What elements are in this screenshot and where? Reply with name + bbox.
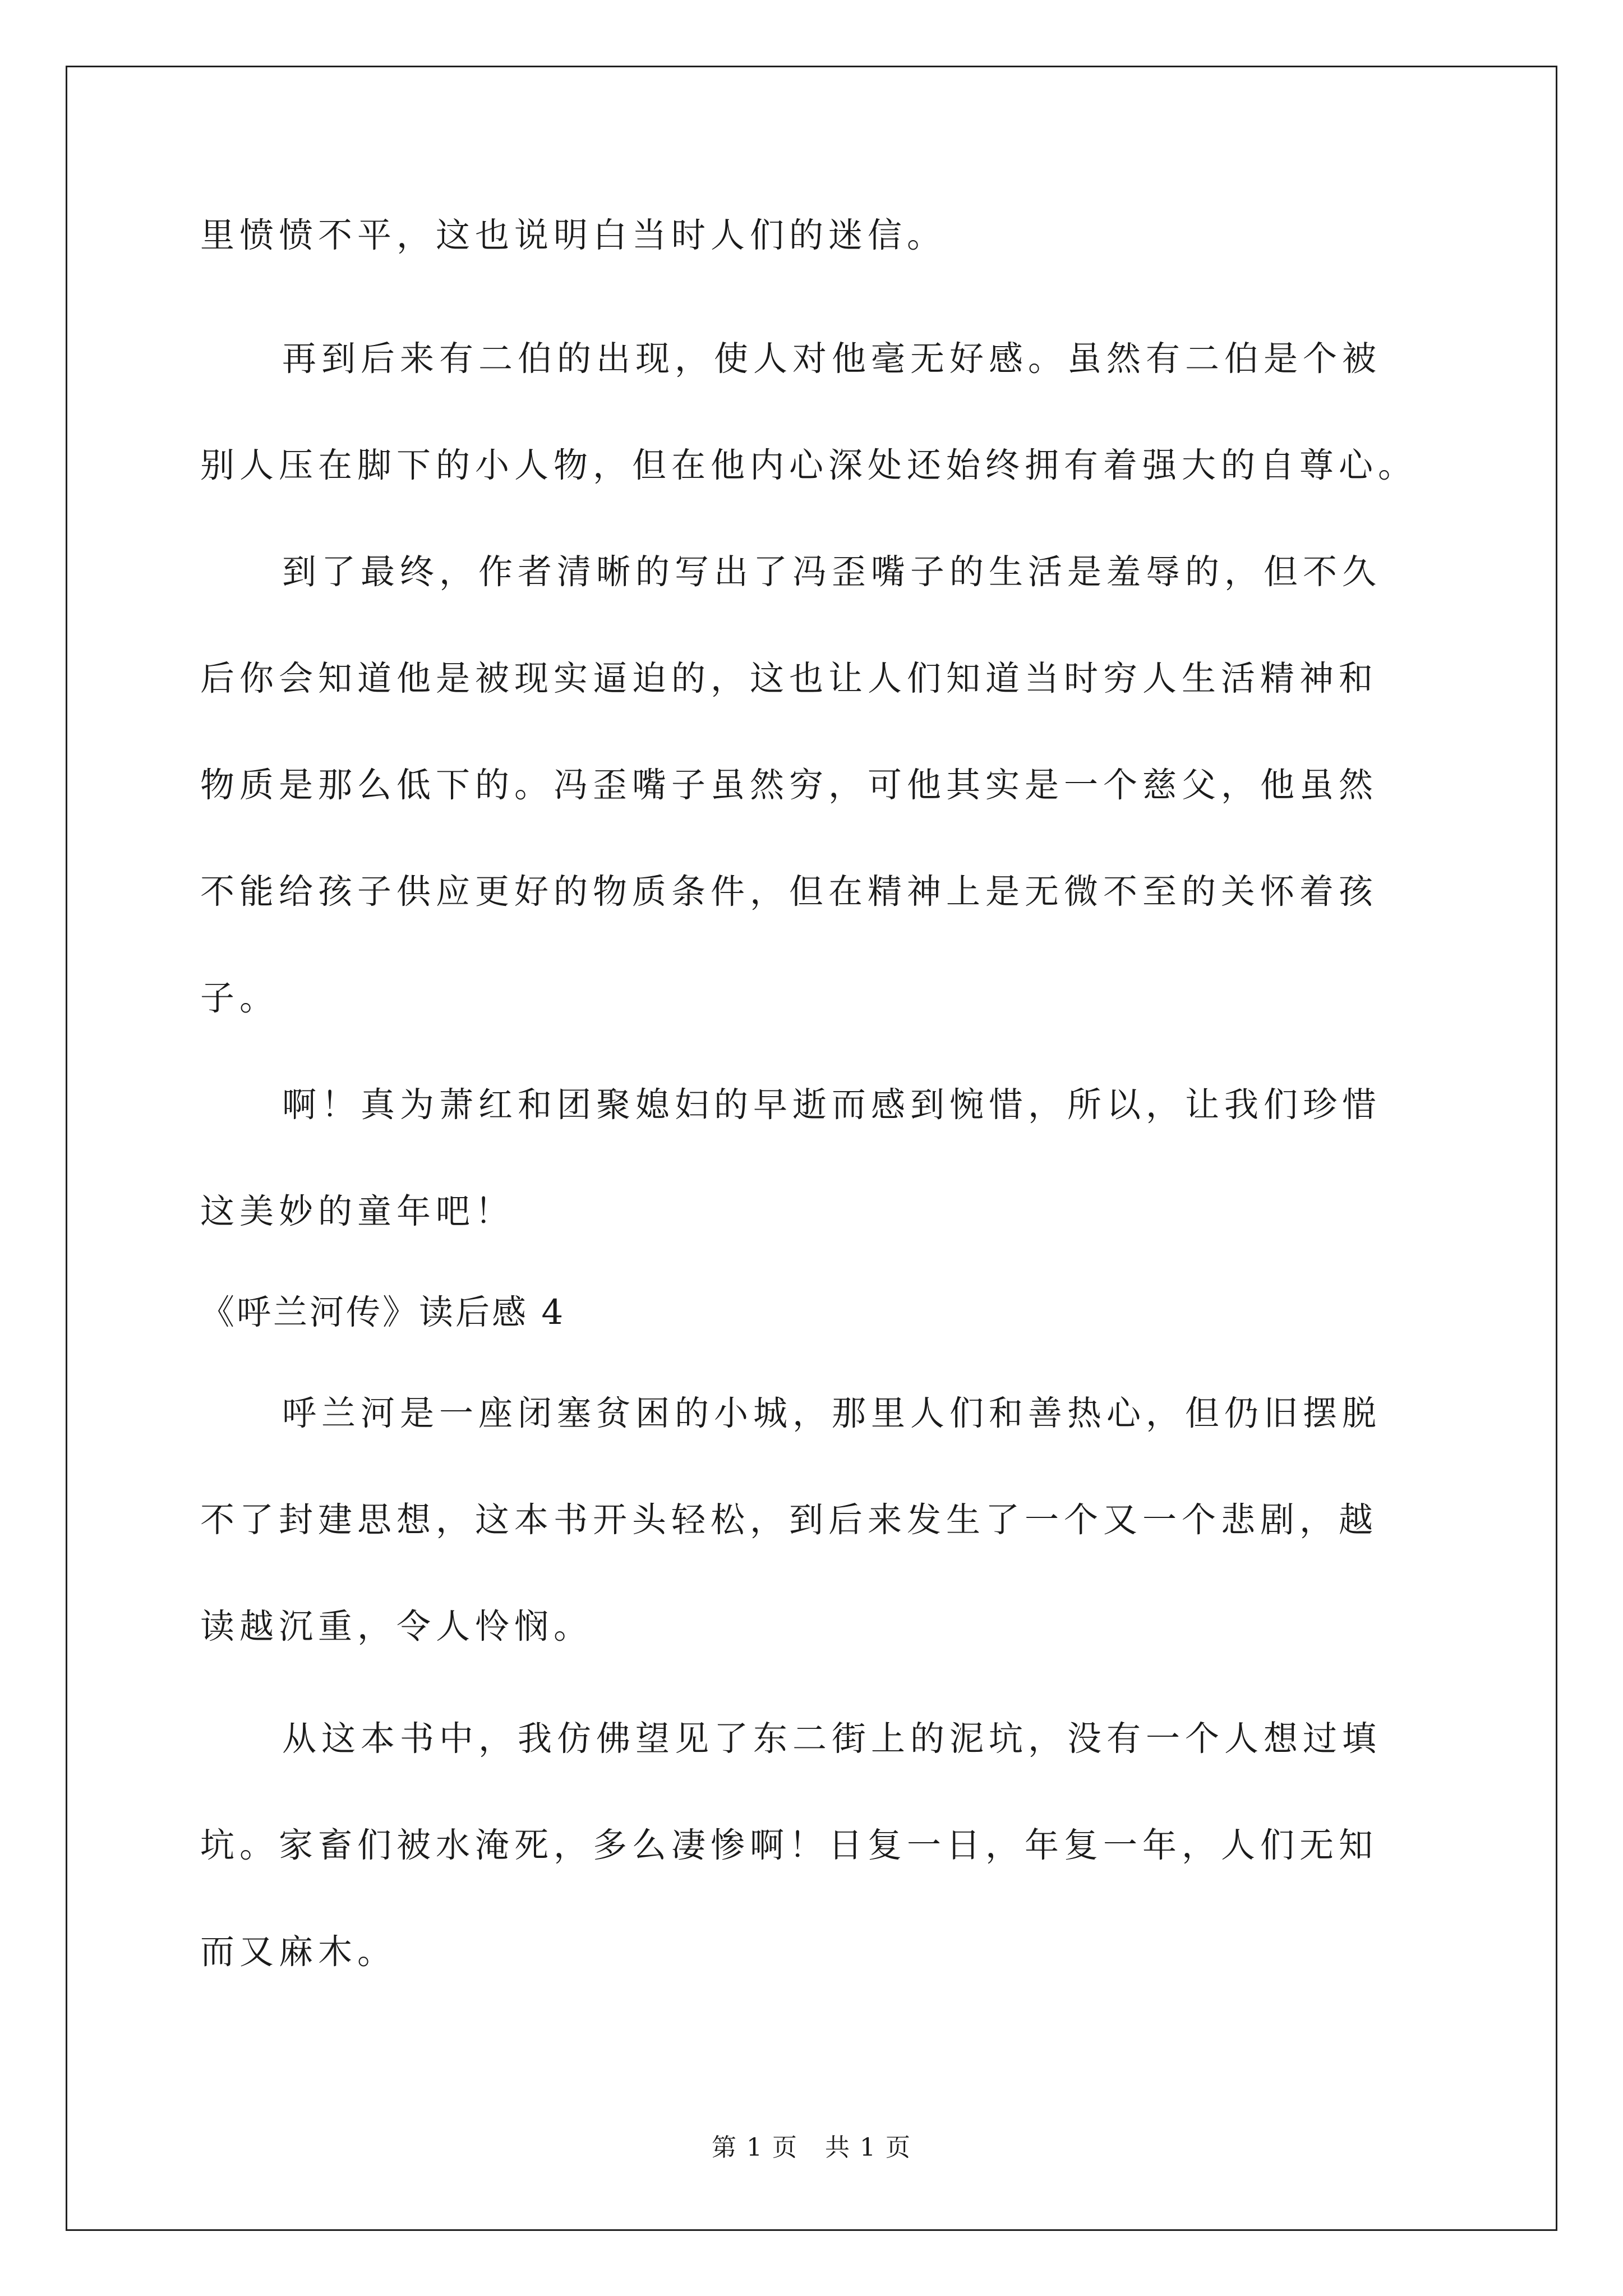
text-line: 不能给孩子供应更好的物质条件，但在精神上是无微不至的关怀着孩 <box>200 872 1378 912</box>
text-line: 后你会知道他是被现实逼迫的，这也让人们知道当时穷人生活精神和 <box>200 659 1378 698</box>
paragraph-start-line: 呼兰河是一座闭塞贫困的小城，那里人们和善热心，但仍旧摆脱 <box>282 1393 1382 1433</box>
paragraph-start-line: 到了最终，作者清晰的写出了冯歪嘴子的生活是羞辱的，但不久 <box>282 552 1382 592</box>
section-heading: 《呼兰河传》读后感 4 <box>200 1292 566 1332</box>
text-line: 坑。家畜们被水淹死，多么凄惨啊！日复一日，年复一年，人们无知 <box>200 1825 1378 1865</box>
text-line: 别人压在脚下的小人物，但在他内心深处还始终拥有着强大的自尊心。 <box>200 445 1418 485</box>
page-footer: 第 1 页 共 1 页 <box>712 2133 911 2162</box>
text-line: 这美妙的童年吧！ <box>200 1191 515 1231</box>
text-line: 物质是那么低下的。冯歪嘴子虽然穷，可他其实是一个慈父，他虽然 <box>200 765 1378 805</box>
text-line: 里愤愤不平，这也说明白当时人们的迷信。 <box>200 215 947 255</box>
text-line: 而又麻木。 <box>200 1932 397 1972</box>
text-line: 不了封建思想，这本书开头轻松，到后来发生了一个又一个悲剧，越 <box>200 1500 1378 1540</box>
paragraph-start-line: 再到后来有二伯的出现，使人对他毫无好感。虽然有二伯是个被 <box>282 339 1382 379</box>
text-line: 子。 <box>200 978 279 1018</box>
page-border <box>66 66 1557 2231</box>
paragraph-start-line: 从这本书中，我仿佛望见了东二街上的泥坑，没有一个人想过填 <box>282 1719 1382 1759</box>
paragraph-start-line: 啊！真为萧红和团聚媳妇的早逝而感到惋惜，所以，让我们珍惜 <box>282 1085 1382 1125</box>
text-line: 读越沉重，令人怜悯。 <box>200 1607 593 1646</box>
